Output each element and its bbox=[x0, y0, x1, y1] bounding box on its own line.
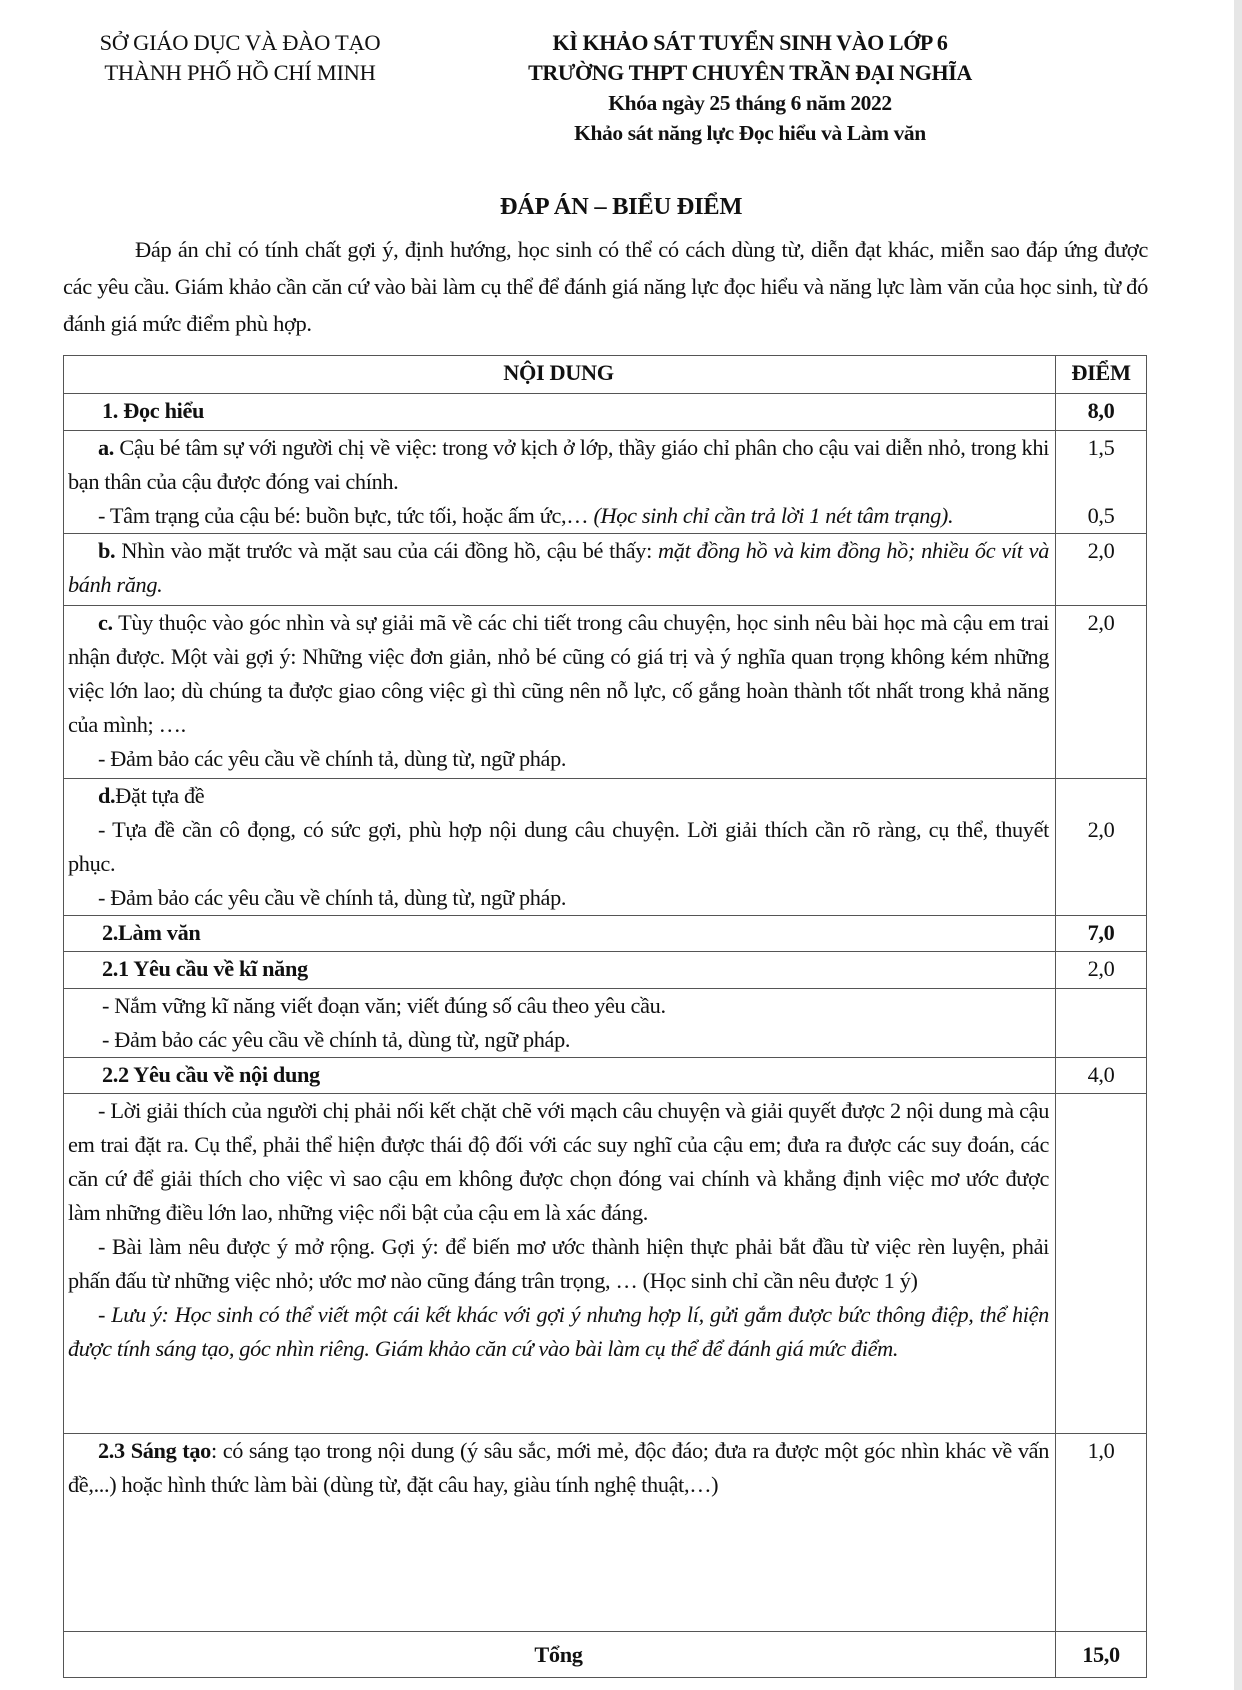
department-name: SỞ GIÁO DỤC VÀ ĐÀO TẠO bbox=[99, 30, 381, 55]
row-score bbox=[1056, 431, 1147, 534]
intro-paragraph: Đáp án chỉ có tính chất gợi ý, định hướng, học sinh có thể có cách dùng từ, diễn đạt khác, miễn sao đáp ứng được các yêu cầu. Giám khảo cần căn cứ vào bài làm cụ thể để đánh giá năng lực đọc hiểu và năng lực làm văn của học sinh, từ đó đánh giá mức điểm phù hợp. bbox=[63, 237, 1148, 336]
section-row-writing bbox=[64, 916, 1147, 952]
content-note bbox=[68, 1298, 1049, 1366]
table-row-c bbox=[64, 606, 1147, 779]
page-edge bbox=[1234, 0, 1242, 1690]
item-lead: c. bbox=[98, 610, 113, 635]
table-row-a bbox=[64, 431, 1147, 534]
exam-header bbox=[455, 28, 1045, 148]
section-row-reading bbox=[64, 394, 1147, 431]
row-content bbox=[64, 431, 1056, 534]
section-score: 8,0 bbox=[1056, 394, 1147, 431]
row-content bbox=[64, 989, 1056, 1058]
item-d-title bbox=[68, 779, 1049, 813]
row-score-empty bbox=[1056, 1094, 1147, 1434]
item-text: Nhìn vào mặt trước và mặt sau của cái đồng hồ, cậu bé thấy: bbox=[115, 538, 659, 563]
table-row-skills-items bbox=[64, 989, 1147, 1058]
item-text: Tùy thuộc vào góc nhìn và sự giải mã về các chi tiết trong câu chuyện, học sinh nêu bài học mà cậu em trai nhận được. Một vài gợi ý: Những việc đơn giản, nhỏ bé cũng có giá trị và ý nghĩa quan trọng không kém những việc lớn lao; dù chúng ta được giao công việc gì thì cũng nên nỗ lực, cố gắng hoàn thành tốt nhất trong khả năng của mình; …. bbox=[68, 610, 1049, 737]
row-score bbox=[1056, 779, 1147, 916]
item-score: 2,0 bbox=[1087, 817, 1115, 842]
item-lead: 2.3 Sáng tạo bbox=[98, 1438, 211, 1463]
subsection-label: 2.2 Yêu cầu về nội dung bbox=[64, 1058, 1056, 1094]
row-score-empty bbox=[1056, 989, 1147, 1058]
item-a-sub bbox=[68, 499, 1049, 533]
item-italic-text: mặt đồng hồ và kim đồng hồ; nhiều ốc vít và bánh răng. bbox=[68, 538, 1049, 597]
item-b-text bbox=[68, 534, 1049, 602]
item-sub-score: 0,5 bbox=[1087, 503, 1115, 528]
subsection-row-skills bbox=[64, 952, 1147, 989]
row-score: 2,0 bbox=[1056, 534, 1147, 606]
row-content bbox=[64, 534, 1056, 606]
item-d-note: - Đảm bảo các yêu cầu về chính tả, dùng từ, ngữ pháp. bbox=[98, 885, 567, 910]
column-header-content: NỘI DUNG bbox=[64, 356, 1056, 394]
exam-title: KÌ KHẢO SÁT TUYỂN SINH VÀO LỚP 6 bbox=[552, 30, 948, 55]
item-sub-note: (Học sinh chỉ cần trả lời 1 nét tâm trạng). bbox=[593, 503, 954, 528]
section-label: 2.Làm văn bbox=[64, 916, 1056, 952]
creativity-text bbox=[68, 1434, 1049, 1502]
item-sub-text: - Tâm trạng của cậu bé: buồn bực, tức tối, hoặc ấm ức,… bbox=[98, 503, 594, 528]
row-content bbox=[64, 1434, 1056, 1632]
item-text: : có sáng tạo trong nội dung (ý sâu sắc, mới mẻ, độc đáo; đưa ra được một góc nhìn khác về vấn đề,...) hoặc hình thức làm bài (dùng từ, đặt câu hay, giàu tính nghệ thuật,…) bbox=[68, 1438, 1049, 1497]
item-score: 1,5 bbox=[1087, 435, 1115, 460]
item-c-note: - Đảm bảo các yêu cầu về chính tả, dùng từ, ngữ pháp. bbox=[98, 746, 567, 771]
row-score: 1,0 bbox=[1056, 1434, 1147, 1632]
content-paragraph: - Lời giải thích của người chị phải nối kết chặt chẽ với mạch câu chuyện và giải quyết được 2 nội dung mà cậu em trai đặt ra. Cụ thể, phải thể hiện được thái độ đối với các suy nghĩ của cậu em; đưa ra được các suy đoán, các căn cứ để giải thích cho việc vì sao cậu em không được chọn đóng vai chính và khẳng định việc mơ ước được làm những điều lớn lao, những việc nổi bật của cậu em là xác đáng. bbox=[68, 1098, 1049, 1225]
item-lead: b. bbox=[98, 538, 116, 563]
total-row bbox=[64, 1632, 1147, 1678]
subsection-label: 2.1 Yêu cầu về kĩ năng bbox=[64, 952, 1056, 989]
table-row-d bbox=[64, 779, 1147, 916]
item-title: Đặt tựa đề bbox=[115, 783, 205, 808]
item-d-text: - Tựa đề cần cô đọng, có sức gợi, phù hợp nội dung câu chuyện. Lời giải thích cần rõ ràng, cụ thể, thuyết phục. bbox=[68, 817, 1049, 876]
scoring-table bbox=[63, 355, 1147, 1678]
content-paragraph: - Bài làm nêu được ý mở rộng. Gợi ý: để biến mơ ước thành hiện thực phải bắt đầu từ việc rèn luyện, phải phấn đấu từ những việc nhỏ; ước mơ nào cũng đáng trân trọng, … (Học sinh chỉ cần nêu được 1 ý) bbox=[68, 1234, 1049, 1293]
list-item: - Đảm bảo các yêu cầu về chính tả, dùng từ, ngữ pháp. bbox=[102, 1027, 571, 1052]
column-header-score: ĐIỂM bbox=[1056, 356, 1147, 394]
total-label: Tổng bbox=[64, 1632, 1056, 1678]
subsection-score: 4,0 bbox=[1056, 1058, 1147, 1094]
row-content bbox=[64, 1094, 1056, 1434]
exam-subject: Khảo sát năng lực Đọc hiểu và Làm văn bbox=[574, 121, 926, 145]
total-score: 15,0 bbox=[1056, 1632, 1147, 1678]
item-lead: d. bbox=[98, 783, 116, 808]
subsection-row-content bbox=[64, 1058, 1147, 1094]
department-header bbox=[40, 28, 440, 88]
section-label: 1. Đọc hiểu bbox=[64, 394, 1056, 431]
exam-date: Khóa ngày 25 tháng 6 năm 2022 bbox=[608, 91, 892, 115]
table-row-content-items bbox=[64, 1094, 1147, 1434]
table-row-b bbox=[64, 534, 1147, 606]
subsection-score: 2,0 bbox=[1056, 952, 1147, 989]
city-name: THÀNH PHỐ HỒ CHÍ MINH bbox=[104, 60, 376, 85]
item-text: Cậu bé tâm sự với người chị về việc: trong vở kịch ở lớp, thầy giáo chỉ phân cho cậu vai diễn nhỏ, trong khi bạn thân của cậu được đóng vai chính. bbox=[68, 435, 1049, 494]
table-header-row bbox=[64, 356, 1147, 394]
row-content bbox=[64, 779, 1056, 916]
note-dash: - bbox=[98, 1302, 112, 1327]
item-a-text bbox=[68, 431, 1049, 499]
item-c-text bbox=[68, 606, 1049, 742]
table-row-creativity bbox=[64, 1434, 1147, 1632]
row-score: 2,0 bbox=[1056, 606, 1147, 779]
section-score: 7,0 bbox=[1056, 916, 1147, 952]
list-item: - Nắm vững kĩ năng viết đoạn văn; viết đúng số câu theo yêu cầu. bbox=[102, 993, 666, 1018]
document-title: ĐÁP ÁN – BIỂU ĐIỂM bbox=[499, 193, 743, 220]
school-name: TRƯỜNG THPT CHUYÊN TRẦN ĐẠI NGHĨA bbox=[528, 60, 972, 85]
note-text: Lưu ý: Học sinh có thể viết một cái kết khác với gợi ý nhưng hợp lí, gửi gắm được bức thông điệp, thể hiện được tính sáng tạo, góc nhìn riêng. Giám khảo căn cứ vào bài làm cụ thể để đánh giá mức điểm. bbox=[68, 1302, 1049, 1361]
item-lead: a. bbox=[98, 435, 115, 460]
row-content bbox=[64, 606, 1056, 779]
